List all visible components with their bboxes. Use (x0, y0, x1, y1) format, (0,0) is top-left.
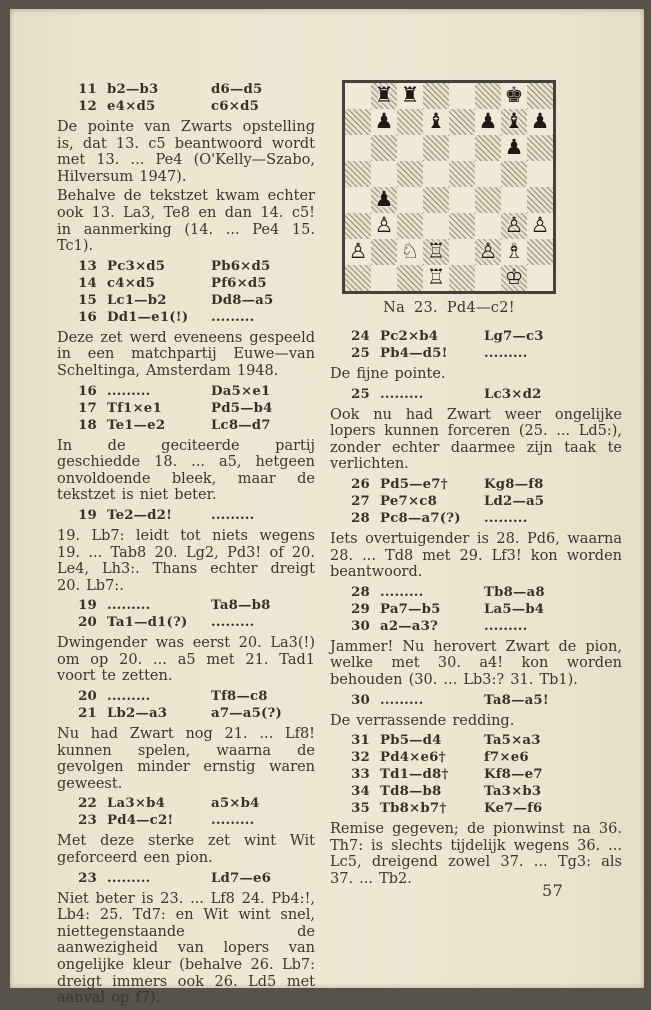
square-d3 (423, 213, 449, 239)
square-h5 (527, 161, 553, 187)
black-move: Ld7—e6 (211, 870, 272, 886)
move-table (57, 383, 315, 434)
right-column-text (330, 328, 622, 888)
white-move: ......... (107, 383, 151, 399)
black-move: Tf8—c8 (211, 689, 268, 705)
square-h7 (527, 109, 553, 135)
white-pawn-icon: ♙ (478, 239, 498, 263)
move-row (330, 345, 622, 362)
square-a7 (345, 109, 371, 135)
white-move: ......... (380, 584, 424, 600)
black-move: ......... (211, 615, 255, 631)
move-table (57, 81, 315, 115)
move-number: 24 (351, 329, 370, 344)
black-move: Kf8—e7 (484, 767, 543, 783)
white-move: Pc8—a7(?) (380, 510, 461, 526)
black-move: ......... (484, 510, 528, 526)
move-row (57, 275, 315, 292)
move-row (57, 98, 315, 115)
square-b2 (371, 239, 397, 265)
move-table (330, 732, 622, 817)
move-row (330, 493, 622, 510)
square-f7 (475, 109, 501, 135)
white-move: Pd5—e7† (380, 476, 448, 492)
square-f2 (475, 239, 501, 265)
square-d7 (423, 109, 449, 135)
square-b5 (371, 161, 397, 187)
white-move: e4×d5 (107, 99, 156, 114)
white-move: b2—b3 (107, 82, 159, 97)
black-move: Lc3×d2 (484, 386, 542, 402)
black-move: ......... (484, 346, 528, 361)
black-move: Ld2—a5 (484, 493, 545, 509)
square-a3 (345, 213, 371, 239)
move-table (57, 507, 315, 524)
move-number: 23 (78, 870, 97, 886)
move-row (57, 292, 315, 309)
black-bishop-icon: ♝ (426, 109, 446, 133)
black-move: Dd8—a5 (211, 292, 274, 308)
white-pawn-icon: ♙ (530, 213, 550, 237)
move-row (330, 386, 622, 403)
white-move: Pa7—b5 (380, 601, 441, 617)
move-row (57, 81, 315, 98)
white-rook-icon: ♖ (426, 265, 446, 289)
move-number: 12 (78, 99, 97, 114)
white-bishop-icon: ♗ (504, 239, 524, 263)
move-row (57, 417, 315, 434)
move-row (330, 766, 622, 783)
black-move: Ta5×a3 (484, 733, 541, 749)
square-a2 (345, 239, 371, 265)
move-number: 34 (351, 784, 370, 800)
square-a6 (345, 135, 371, 161)
move-number: 23 (78, 813, 97, 829)
square-f8 (475, 83, 501, 109)
square-f4 (475, 187, 501, 213)
move-number: 30 (351, 692, 370, 708)
square-f3 (475, 213, 501, 239)
move-number: 28 (351, 584, 370, 600)
move-row (57, 812, 315, 829)
move-table (330, 692, 622, 709)
white-move: ......... (107, 598, 151, 614)
black-rook-icon: ♜ (400, 83, 420, 107)
move-table (57, 795, 315, 829)
move-row (330, 476, 622, 493)
white-move: Te2—d2! (107, 507, 173, 523)
white-move: Td1—d8† (380, 767, 449, 783)
square-f5 (475, 161, 501, 187)
white-move: Pc2×b4 (380, 329, 439, 344)
square-c6 (397, 135, 423, 161)
white-move: Tb8×b7† (380, 801, 447, 817)
square-d5 (423, 161, 449, 187)
square-g1 (501, 265, 527, 291)
move-row (57, 597, 315, 614)
left-column (57, 78, 315, 1010)
square-h1 (527, 265, 553, 291)
book-page (10, 9, 644, 1007)
black-move: Lc8—d7 (211, 417, 271, 433)
paragraph: 19. Lb7: leidt tot niets wegens 19. ... Tab8 20. Lg2, Pd3! of 20. Le4, Lh3:. Thans echter dreigt 20. Lb7:. (57, 527, 315, 594)
square-g5 (501, 161, 527, 187)
white-pawn-icon: ♙ (374, 213, 394, 237)
move-table (57, 258, 315, 326)
square-e8 (449, 83, 475, 109)
square-h2 (527, 239, 553, 265)
square-c7 (397, 109, 423, 135)
move-row (330, 510, 622, 527)
black-move: Ta8—b8 (211, 598, 271, 614)
square-e4 (449, 187, 475, 213)
move-table (330, 386, 622, 403)
move-number: 19 (78, 507, 97, 523)
black-move: Pd5—b4 (211, 400, 273, 416)
move-row (57, 870, 315, 887)
square-g7 (501, 109, 527, 135)
paragraph: Iets overtuigender is 28. Pd6, waarna 28. ... Td8 met 29. Lf3! kon worden beantwoord. (330, 530, 622, 581)
white-move: Pb5—d4 (380, 733, 442, 749)
move-row (57, 258, 315, 275)
black-move: f7×e6 (484, 750, 529, 766)
black-move: La5—b4 (484, 601, 545, 617)
white-move: Lb2—a3 (107, 706, 168, 722)
move-number: 19 (78, 598, 97, 614)
black-move: Ta8—a5! (484, 692, 549, 708)
move-number: 27 (351, 493, 370, 509)
white-move: ......... (380, 386, 424, 402)
black-move: a7—a5(?) (211, 706, 283, 722)
move-number: 32 (351, 750, 370, 766)
white-pawn-icon: ♙ (348, 239, 368, 263)
black-move: Kg8—f8 (484, 476, 544, 492)
square-b8 (371, 83, 397, 109)
square-b4 (371, 187, 397, 213)
square-b3 (371, 213, 397, 239)
black-pawn-icon: ♟ (478, 109, 498, 133)
chess-diagram (342, 80, 556, 316)
square-d4 (423, 187, 449, 213)
white-move: ......... (107, 870, 151, 886)
black-move: c6×d5 (211, 99, 260, 114)
white-move: Tf1×e1 (107, 400, 162, 416)
move-row (57, 309, 315, 326)
move-number: 13 (78, 258, 97, 274)
square-c5 (397, 161, 423, 187)
square-c4 (397, 187, 423, 213)
move-table (330, 584, 622, 635)
move-row (330, 749, 622, 766)
black-move: Da5×e1 (211, 383, 271, 399)
move-number: 17 (78, 400, 97, 416)
paragraph: Deze zet werd eveneens gespeeld in een matchpartij Euwe—van Scheltinga, Amsterdam 1948. (57, 329, 315, 379)
move-row (330, 732, 622, 749)
black-move: Pf6×d5 (211, 275, 267, 291)
move-number: 18 (78, 417, 97, 433)
black-move: a5×b4 (211, 796, 260, 812)
square-h6 (527, 135, 553, 161)
square-d8 (423, 83, 449, 109)
paragraph: Nu had Zwart nog 21. ... Lf8! kunnen spelen, waarna de gevolgen minder ernstig waren geweest. (57, 726, 315, 792)
move-number: 15 (78, 292, 97, 308)
square-g2 (501, 239, 527, 265)
page-number: 57 (542, 881, 564, 900)
square-g3 (501, 213, 527, 239)
white-move: La3×b4 (107, 796, 166, 812)
move-number: 29 (351, 601, 370, 617)
white-king-icon: ♔ (504, 265, 524, 289)
square-e7 (449, 109, 475, 135)
square-d6 (423, 135, 449, 161)
white-move: Ta1—d1(?) (107, 615, 188, 631)
black-move: ......... (484, 618, 528, 634)
move-row (57, 507, 315, 524)
square-f6 (475, 135, 501, 161)
square-a5 (345, 161, 371, 187)
white-move: Td8—b8 (380, 784, 442, 800)
square-b7 (371, 109, 397, 135)
move-row (57, 400, 315, 417)
move-number: 31 (351, 733, 370, 749)
white-move: ......... (107, 689, 151, 705)
paragraph: Behalve de tekstzet kwam echter ook 13. La3, Te8 en dan 14. c5! in aanmerking (14. ... Pe4 15. Tc1). (57, 188, 315, 255)
black-move: ......... (211, 309, 255, 325)
move-number: 28 (351, 510, 370, 526)
move-row (57, 614, 315, 631)
white-move: Lc1—b2 (107, 292, 167, 308)
square-b1 (371, 265, 397, 291)
white-move: Pc3×d5 (107, 258, 166, 274)
black-pawn-icon: ♟ (374, 109, 394, 133)
square-c8 (397, 83, 423, 109)
white-move: Pb4—d5! (380, 346, 448, 361)
black-move: ......... (211, 813, 255, 829)
move-table (330, 328, 622, 362)
move-table (57, 597, 315, 631)
move-number: 26 (351, 476, 370, 492)
white-move: Te1—e2 (107, 417, 166, 433)
paragraph: Remise gegeven; de pionwinst na 36. Th7: is slechts tijdelijk wegens 36. ... Lc5, dreigend zowel 37. ... Tg3: als 37. ... Tb2. (330, 821, 622, 887)
move-row (57, 383, 315, 400)
move-table (57, 688, 315, 722)
move-row (57, 705, 315, 722)
paragraph: In de geciteerde partij geschiedde 18. ... a5, hetgeen onvoldoende bleek, maar de tekstzet is niet beter. (57, 437, 315, 504)
square-h4 (527, 187, 553, 213)
white-move: ......... (380, 692, 424, 708)
square-h8 (527, 83, 553, 109)
move-row (330, 800, 622, 817)
move-number: 25 (351, 346, 370, 361)
black-pawn-icon: ♟ (530, 109, 550, 133)
white-move: Pe7×c8 (380, 493, 438, 509)
black-move: Lg7—c3 (484, 329, 544, 344)
square-e5 (449, 161, 475, 187)
move-table (57, 870, 315, 887)
paragraph: Jammer! Nu herovert Zwart de pion, welke met 30. a4! kon worden behouden (30. ... Lb3:? 31. Tb1). (330, 638, 622, 688)
move-row (330, 601, 622, 618)
black-pawn-icon: ♟ (374, 187, 394, 211)
paragraph: Met deze sterke zet wint Wit geforceerd een pion. (57, 833, 315, 867)
move-number: 20 (78, 615, 97, 631)
square-e1 (449, 265, 475, 291)
move-number: 21 (78, 706, 97, 722)
black-bishop-icon: ♝ (504, 109, 524, 133)
square-e3 (449, 213, 475, 239)
square-c1 (397, 265, 423, 291)
right-column (330, 80, 622, 891)
square-h3 (527, 213, 553, 239)
square-g6 (501, 135, 527, 161)
move-row (57, 795, 315, 812)
black-move: Ta3×b3 (484, 784, 542, 800)
white-move: Pd4—c2! (107, 813, 174, 829)
white-move: Dd1—e1(!) (107, 309, 189, 325)
move-row (330, 618, 622, 635)
square-e2 (449, 239, 475, 265)
square-a4 (345, 187, 371, 213)
square-b6 (371, 135, 397, 161)
chess-board (342, 80, 556, 294)
square-a1 (345, 265, 371, 291)
move-row (330, 584, 622, 601)
white-move: Pd4×e6† (380, 750, 446, 766)
black-move: d6—d5 (211, 82, 263, 97)
black-king-icon: ♚ (504, 83, 524, 107)
square-f1 (475, 265, 501, 291)
white-knight-icon: ♘ (400, 239, 420, 263)
move-number: 16 (78, 309, 97, 325)
square-c3 (397, 213, 423, 239)
move-row (57, 688, 315, 705)
square-c2 (397, 239, 423, 265)
move-number: 30 (351, 618, 370, 634)
move-number: 14 (78, 275, 97, 291)
move-number: 25 (351, 386, 370, 402)
black-rook-icon: ♜ (374, 83, 394, 107)
black-move: Tb8—a8 (484, 584, 545, 600)
paragraph: De pointe van Zwarts opstelling is, dat 13. c5 beantwoord wordt met 13. ... Pe4 (O'Kelly—Szabo, Hilversum 1947). (57, 119, 315, 185)
square-a8 (345, 83, 371, 109)
black-move: Ke7—f6 (484, 801, 543, 817)
move-number: 22 (78, 796, 97, 812)
paragraph: De verrassende redding. (330, 712, 515, 729)
white-rook-icon: ♖ (426, 239, 446, 263)
move-number: 20 (78, 689, 97, 705)
move-table (330, 476, 622, 527)
square-g8 (501, 83, 527, 109)
white-move: c4×d5 (107, 275, 156, 291)
move-number: 11 (78, 82, 97, 97)
move-row (330, 328, 622, 345)
move-number: 35 (351, 801, 370, 817)
black-move: ......... (211, 507, 255, 523)
square-d2 (423, 239, 449, 265)
paragraph: De fijne pointe. (330, 366, 446, 382)
paragraph: Dwingender was eerst 20. La3(!) om op 20. ... a5 met 21. Tad1 voort te zetten. (57, 635, 315, 685)
paragraph: Niet beter is 23. ... Lf8 24. Pb4:!, Lb4: 25. Td7: en Wit wint snel, niettegenstaande de aanwezigheid van lopers van ongelijke kleur (behalve 26. Lb7: dreigt immers ook 26. Ld5 met aanval op f7). (57, 890, 315, 1007)
black-pawn-icon: ♟ (504, 135, 524, 159)
move-number: 16 (78, 383, 97, 399)
square-d1 (423, 265, 449, 291)
square-e6 (449, 135, 475, 161)
black-move: Pb6×d5 (211, 258, 271, 274)
diagram-caption: Na 23. Pd4—c2! (383, 300, 515, 316)
move-row (330, 783, 622, 800)
white-move: a2—a3? (380, 618, 439, 634)
move-number: 33 (351, 767, 370, 783)
move-row (330, 692, 622, 709)
paragraph: Ook nu had Zwart weer ongelijke lopers kunnen forceren (25. ... Ld5:), zonder echter daarmee zijn taak te verlichten. (330, 406, 622, 473)
white-pawn-icon: ♙ (504, 213, 524, 237)
square-g4 (501, 187, 527, 213)
